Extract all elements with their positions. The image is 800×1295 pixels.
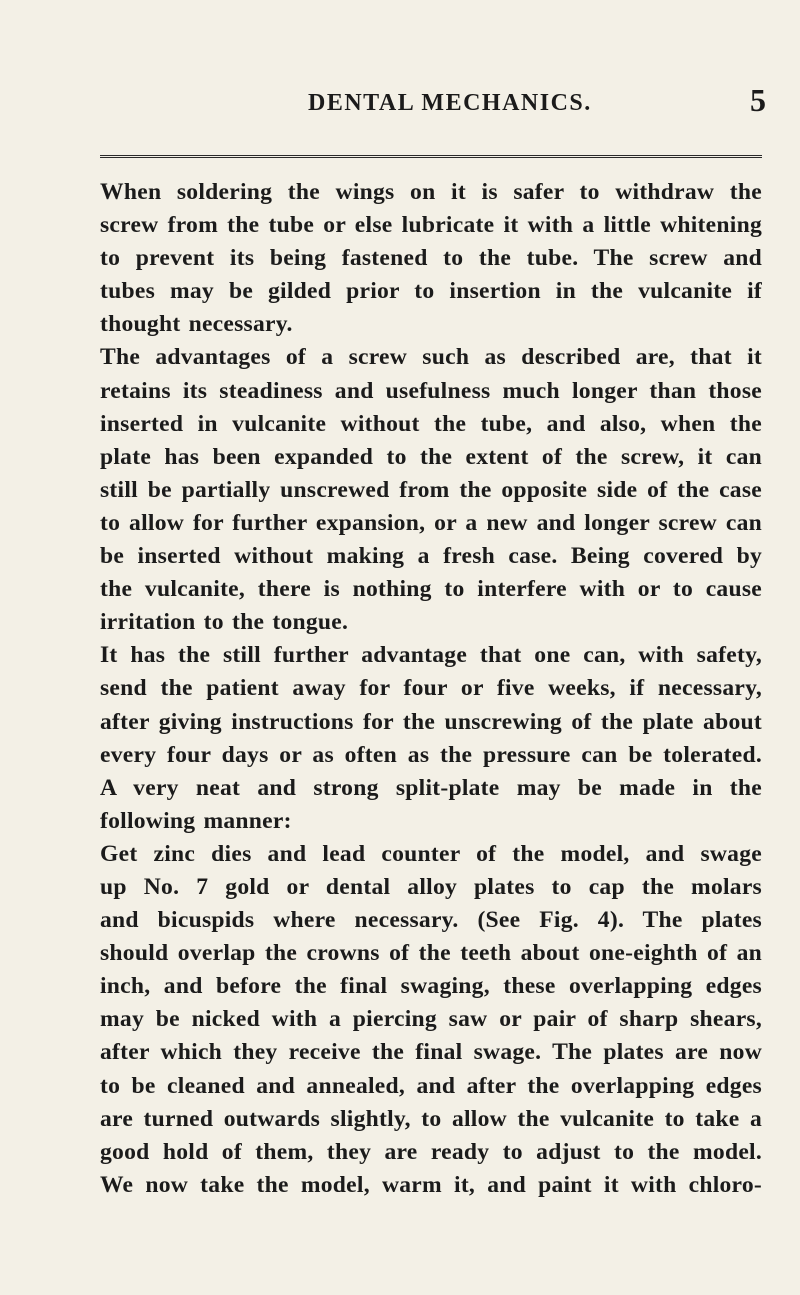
- text-line: It has the still further advantage that one can, with safety,: [100, 642, 762, 669]
- text-line: still be partially unscrewed from the opposite side of the case: [100, 476, 762, 503]
- text-line: inch, and before the final swaging, these overlapping edges: [100, 973, 762, 1000]
- text-line: thought necessary.: [100, 311, 293, 338]
- text-line: every four days or as often as the pressure can be tolerated.: [100, 741, 762, 768]
- text-line: to prevent its being fastened to the tube. The screw and: [100, 245, 762, 272]
- text-line: send the patient away for four or five weeks, if necessary,: [100, 675, 762, 702]
- text-line: The advantages of a screw such as described are, that it: [100, 344, 762, 371]
- text-line: When soldering the wings on it is safer to withdraw the: [100, 179, 762, 205]
- text-line: Get zinc dies and lead counter of the model, and swage: [100, 840, 762, 867]
- text-line: plate has been expanded to the extent of the screw, it can: [100, 443, 762, 470]
- text-line: and bicuspids where necessary. (See Fig. 4). The plates: [100, 907, 762, 934]
- text-line: after which they receive the final swage. The plates are now: [100, 1039, 762, 1066]
- text-line: up No. 7 gold or dental alloy plates to cap the molars: [100, 873, 762, 900]
- text-line: after giving instructions for the unscrewing of the plate about: [100, 708, 762, 735]
- text-line: are turned outwards slightly, to allow the vulcanite to take a: [100, 1105, 762, 1132]
- text-line: screw from the tube or else lubricate it with a little whitening: [100, 212, 762, 239]
- body-text: [100, 176, 762, 1202]
- running-head: [100, 82, 780, 126]
- text-line: to be cleaned and annealed, and after the overlapping edges: [100, 1072, 762, 1099]
- text-line: inserted in vulcanite without the tube, and also, when the: [100, 410, 762, 437]
- text-line: following manner:: [100, 807, 292, 834]
- text-line: be inserted without making a fresh case. Being covered by: [100, 543, 762, 570]
- header-rule: [100, 155, 762, 158]
- page-number: 5: [750, 82, 766, 118]
- text-line: retains its steadiness and usefulness much longer than those: [100, 377, 762, 404]
- running-title: DENTAL MECHANICS.: [308, 90, 592, 116]
- text-line: to allow for further expansion, or a new and longer screw can: [100, 509, 762, 536]
- text-line: should overlap the crowns of the teeth about one-eighth of an: [100, 940, 762, 967]
- text-line: good hold of them, they are ready to adjust to the model.: [100, 1138, 762, 1165]
- text-line: may be nicked with a piercing saw or pair of sharp shears,: [100, 1006, 762, 1033]
- text-line: A very neat and strong split-plate may be made in the: [100, 774, 762, 801]
- text-line: tubes may be gilded prior to insertion in the vulcanite if: [100, 278, 762, 305]
- text-line: the vulcanite, there is nothing to interfere with or to cause: [100, 576, 762, 603]
- text-line: irritation to the tongue.: [100, 609, 349, 636]
- text-line: We now take the model, warm it, and paint it with chloro-: [100, 1171, 762, 1198]
